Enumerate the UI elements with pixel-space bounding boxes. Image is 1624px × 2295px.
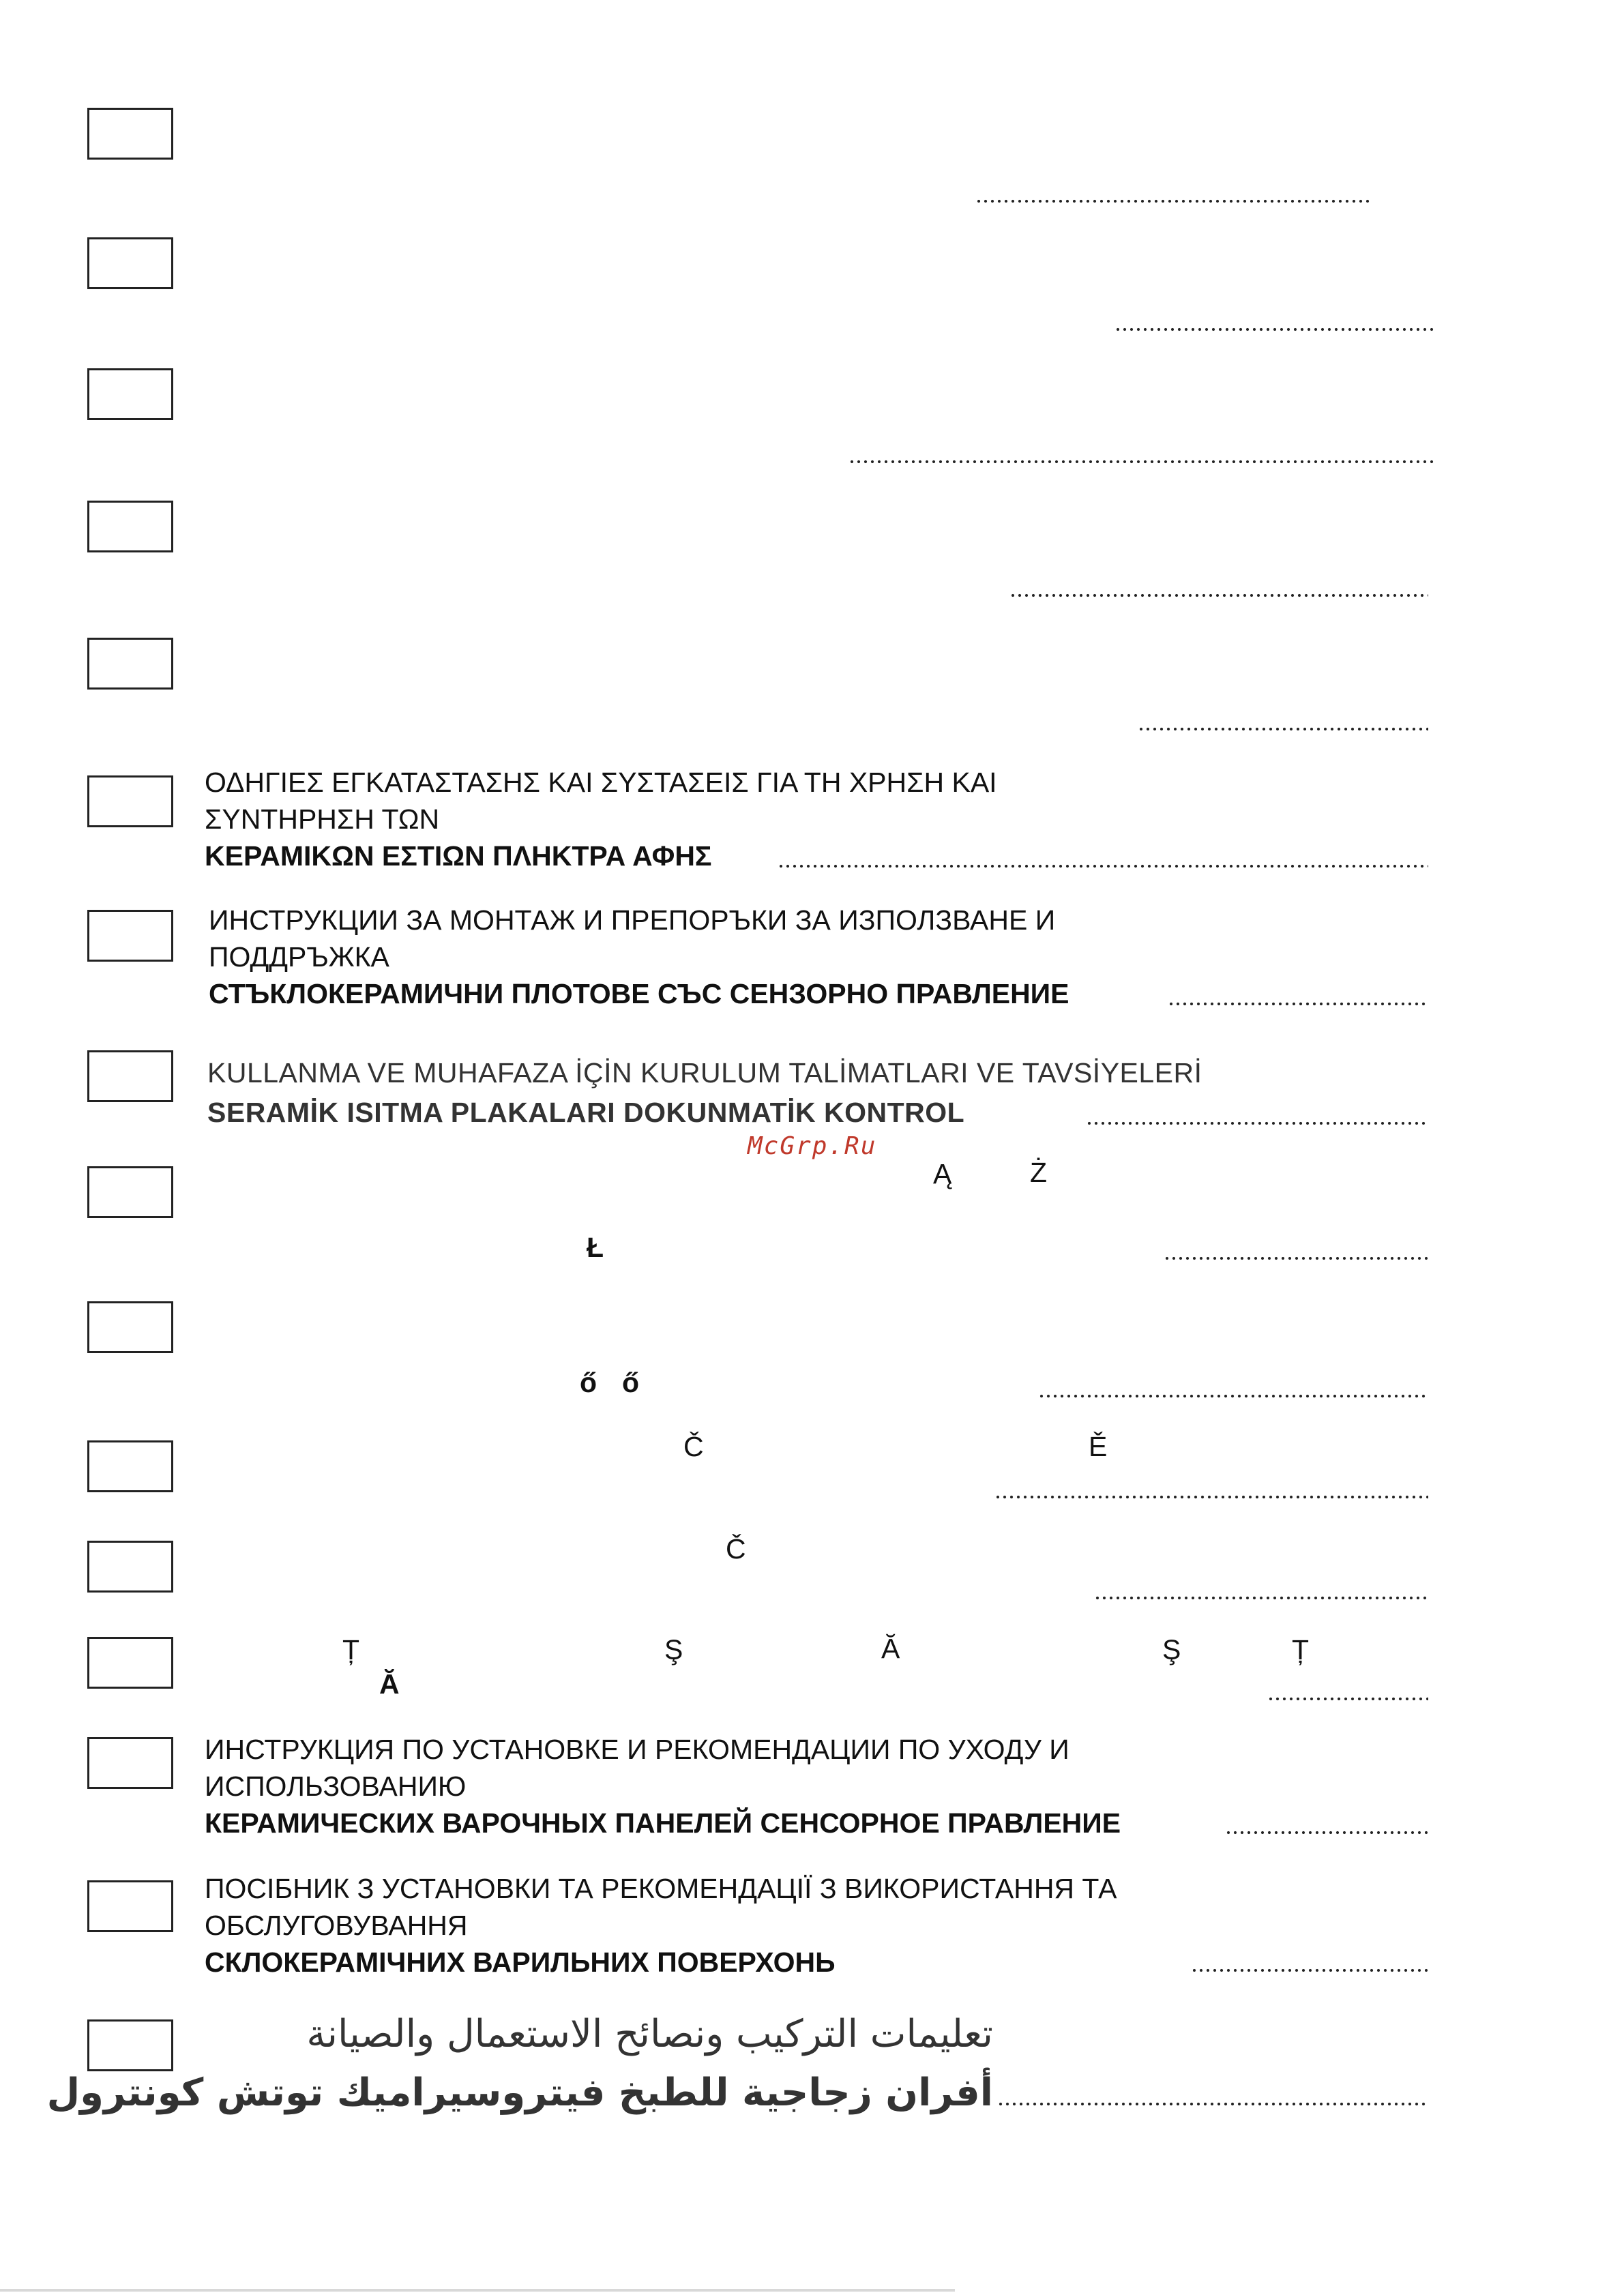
dotted-leader-3 [848,458,1435,465]
russian-title-line2: ИСПОЛЬЗОВАНИЮ [205,1771,467,1802]
language-box-4 [87,501,173,552]
ukrainian-title-line1: ПОСІБНИК З УСТАНОВКИ ТА РЕКОМЕНДАЦІЇ З ВИКОРИСТАННЯ ТА [205,1873,1117,1904]
dotted-leader-1 [975,198,1371,205]
hungarian-glyph-1: ő [580,1367,597,1398]
czech-glyph-2: Ě [1089,1431,1108,1462]
language-box-romanian [87,1637,173,1689]
dotted-leader-romanian [1267,1696,1428,1702]
dotted-leader-turkish [1086,1120,1428,1127]
ukrainian-product-line: СКЛОКЕРАМІЧНИХ ВАРИЛЬНИХ ПОВЕРХОНЬ [205,1946,836,1978]
slovak-glyph-1: Č [726,1533,746,1565]
dotted-leader-4 [1009,592,1428,599]
arabic-title-line1: تعليمات التركيب ونصائح الاستعمال والصيانة [306,2012,993,2056]
bulgarian-product-line: СТЪКЛОКЕРАМИЧНИ ПЛОТОВЕ СЪС СЕНЗОРНО ПРАВЛЕНИЕ [209,978,1069,1009]
dotted-leader-2 [1114,326,1435,333]
language-box-1 [87,108,173,160]
language-box-russian [87,1737,173,1789]
dotted-leader-5 [1138,726,1428,732]
bulgarian-title-line2: ПОДДРЪЖКА [209,941,389,973]
hungarian-glyph-2: ő [622,1367,640,1398]
language-box-bulgarian [87,910,173,962]
language-box-arabic [87,2019,173,2071]
romanian-glyph-4: Ş [1162,1634,1181,1665]
romanian-glyph-5: Ț [1292,1634,1310,1665]
ukrainian-title-line2: ОБСЛУГОВУВАННЯ [205,1910,468,1941]
romanian-glyph-1: Ț [342,1634,360,1665]
arabic-product-line: أفران زجاجية للطبخ فيتروسيراميك توتش كونترول [46,2071,993,2115]
language-box-ukrainian [87,1880,173,1932]
romanian-glyph-6: Ă [379,1668,400,1700]
language-box-3 [87,368,173,420]
polish-glyph-2: Ż [1030,1157,1048,1188]
romanian-glyph-3: Ă [881,1633,900,1664]
polish-glyph-3: Ł [587,1232,604,1263]
bottom-scan-edge [0,2289,955,2292]
dotted-leader-arabic [997,2101,1428,2107]
greek-title-line1: ΟΔΗΓΙΕΣ ΕΓΚΑΤΑΣΤΑΣΗΣ ΚΑΙ ΣΥΣΤΑΣΕΙΣ ΓΙΑ ΤΗ ΧΡΗΣΗ ΚΑΙ [205,767,997,798]
language-box-hungarian [87,1301,173,1353]
dotted-leader-russian [1225,1829,1428,1836]
greek-product-line: ΚΕΡΑΜΙΚΩΝ ΕΣΤΙΩΝ ΠΛΗΚΤΡΑ ΑΦΗΣ [205,840,712,872]
turkish-product-line: SERAMİK ISITMA PLAKALARI DOKUNMATİK KONTROL [207,1097,965,1128]
dotted-leader-greek [778,863,1428,870]
language-box-polish [87,1166,173,1218]
dotted-leader-ukrainian [1191,1967,1428,1974]
polish-glyph-1: Ą [933,1158,952,1189]
dotted-leader-polish [1164,1255,1428,1262]
language-box-slovak [87,1541,173,1593]
turkish-title-line1: KULLANMA VE MUHAFAZA İÇİN KURULUM TALİMATLARI VE TAVSİYELERİ [207,1057,1202,1089]
language-box-5 [87,638,173,690]
dotted-leader-slovak [1094,1595,1428,1601]
watermark: McGrp.Ru [748,1132,877,1160]
greek-title-line2: ΣΥΝΤΗΡΗΣΗ ΤΩΝ [205,803,440,835]
language-box-czech [87,1440,173,1492]
russian-title-line1: ИНСТРУКЦИЯ ПО УСТАНОВКЕ И РЕКОМЕНДАЦИИ ПО УХОДУ И [205,1734,1069,1765]
dotted-leader-hungarian [1038,1393,1428,1400]
bulgarian-title-line1: ИНСТРУКЦИИ ЗА МОНТАЖ И ПРЕПОРЪКИ ЗА ИЗПОЛЗВАНЕ И [209,904,1056,936]
language-box-greek [87,775,173,827]
dotted-leader-czech [994,1494,1428,1500]
czech-glyph-1: Č [683,1431,704,1462]
dotted-leader-bulgarian [1168,1001,1428,1007]
language-box-2 [87,237,173,289]
language-box-turkish [87,1050,173,1102]
russian-product-line: КЕРАМИЧЕСКИХ ВАРОЧНЫХ ПАНЕЛЕЙ СЕНСОРНОЕ ПРАВЛЕНИЕ [205,1807,1121,1839]
romanian-glyph-2: Ş [664,1634,683,1665]
